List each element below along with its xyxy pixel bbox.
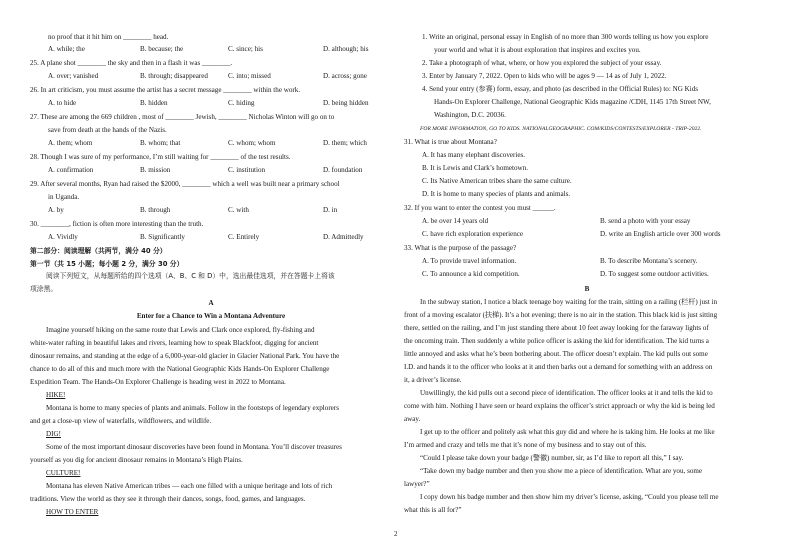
q25-stem: 25. A plane shot ________ the sky and then in a flash it was ________. <box>30 59 233 67</box>
q27-option-b: B. whom; that <box>140 139 181 147</box>
q31-option-a: A. It has many elephant discoveries. <box>422 151 526 159</box>
q30-option-b: B. Significantly <box>140 233 185 241</box>
passage-b-p1-line6: I.D. and hands it to the officer who looks at it and then barks out a demand for something with an address on <box>404 363 713 371</box>
passage-b-p2-line2: come with him. Nothing I have seen or heard explains the officer’s strict approach or why the kid is being led <box>404 402 715 410</box>
q27-option-c: C. whom; whom <box>228 139 276 147</box>
q24-option-c: C. since; his <box>228 45 263 53</box>
q27-stem-line1: 27. These are among the 669 children , most of ________ Jewish, ________ Nicholas Winton will go on to <box>30 113 335 121</box>
instructions-line2: 项涂黑。 <box>30 285 58 293</box>
q25-option-c: C. into; missed <box>228 72 271 80</box>
q30-option-c: C. Entirely <box>228 233 260 241</box>
q32-option-d: D. write an English article over 300 words <box>600 230 721 238</box>
q33-option-d: D. To suggest some outdoor activities. <box>600 270 709 278</box>
q24-option-a: A. while; the <box>48 45 85 53</box>
passage-a-title: Enter for a Chance to Win a Montana Adventure <box>136 312 286 320</box>
passage-b-p5-line2: lawyer?” <box>404 480 430 488</box>
culture-line2: traditions. View the world as they see it through their dances, songs, food, games, and languages. <box>30 495 306 503</box>
page-number: 2 <box>394 530 398 538</box>
passage-a-label: A <box>208 299 214 307</box>
q29-stem-line2: in Uganda. <box>48 193 80 201</box>
passage-b-label: B <box>584 285 590 293</box>
q33-stem: 33. What is the purpose of the passage? <box>404 244 517 252</box>
step4-line3: Washington, D.C. 20036. <box>434 111 506 119</box>
passage-b-p1-line2: front of a moving escalator (扶梯). It’s a hot evening; there is no air in the station. This black kid is just sitting <box>404 311 718 319</box>
passage-a-p1-line5: Expedition Team. The Hands-On Explorer Challenge is heading west in 2022 to Montana. <box>30 378 286 386</box>
step1-line2: your world and what it is about exploration that inspires and excites you. <box>434 46 641 54</box>
passage-a-p1-line4: chance to do all of this and much more with the National Geographic Kids Hands-On Explorer Challenge <box>30 365 330 373</box>
passage-a-p1-line1: Imagine yourself hiking on the same route that Lewis and Clark once explored, fly-fishing and <box>46 326 315 334</box>
passage-a-p1-line2: white-water rafting in beautiful lakes and rivers, learning how to speak Blackfoot, digging for ancient <box>30 339 319 347</box>
q29-option-a: A. by <box>48 206 64 214</box>
q32-stem: 32. If you want to enter the contest you must ______. <box>404 204 556 212</box>
q27-stem-line2: save from death at the hands of the Nazis. <box>48 126 167 134</box>
q30-option-d: D. Admittedly <box>323 233 364 241</box>
q31-stem: 31. What is true about Montana? <box>404 138 497 146</box>
passage-b-p1-line5: little annoyed and asks what he’s been bothering about. The officer doesn’t explain. The kid pulls out some <box>404 350 708 358</box>
passage-b-p3-line1: I get up to the officer and politely ask what this guy did and where he is taking him. He looks at me like <box>420 428 715 436</box>
culture-heading: CULTURE! <box>46 469 81 477</box>
part2-heading: 第二部分：阅读理解（共两节，满分 40 分） <box>30 247 167 255</box>
how-to-enter-heading: HOW TO ENTER <box>46 508 99 516</box>
q29-stem-line1: 29. After several months, Ryan had raised the $2000, ________ which a well was built near a primary school <box>30 180 340 188</box>
passage-b-p2-line3: away. <box>404 415 421 423</box>
culture-line1: Montana has eleven Native American tribes — each one filled with a unique heritage and lots of rich <box>46 482 333 490</box>
q25-option-d: D. across; gone <box>323 72 367 80</box>
step3: 3. Enter by January 7, 2022. Open to kids who will be ages 9 — 14 as of July 1, 2022. <box>422 72 667 80</box>
q33-option-a: A. To provide travel information. <box>422 257 517 265</box>
passage-b-p1-line3: there, settled on the railing, and I’m just standing there about 10 feet away looking for the faraway lights of <box>404 324 709 332</box>
q28-option-b: B. mission <box>140 166 171 174</box>
dig-heading: DIG! <box>46 430 61 438</box>
passage-b-p1-line7: it, a driver’s license. <box>404 376 462 384</box>
q25-option-b: B. through; disappeared <box>140 72 208 80</box>
q33-option-b: B. To describe Montana’s scenery. <box>600 257 698 265</box>
q26-option-a: A. to hide <box>48 99 77 107</box>
step4-line1: 4. Send your entry (参赛) form, essay, and photo (as described in the Official Rules) to: NG Kids <box>422 85 699 93</box>
q29-option-b: B. through <box>140 206 171 214</box>
q27-option-a: A. them; whom <box>48 139 93 147</box>
step2: 2. Take a photograph of what, where, or how you explored the subject of your essay. <box>422 59 662 67</box>
more-info-note: FOR MORE INFORMATION, GO TO KIDS. NATIONALGEOGRAPHIC. COM/KIDS/CONTESTS/EXPLORER - TRIP-2022. <box>420 126 702 132</box>
q30-option-a: A. Vividly <box>48 233 78 241</box>
hike-heading: HIKE! <box>46 391 66 399</box>
q29-option-c: C. with <box>228 206 249 214</box>
q32-option-a: A. be over 14 years old <box>422 217 489 225</box>
passage-b-p6-line1: I copy down his badge number and then show him my driver’s license, asking, “Could you please tell me <box>420 493 719 501</box>
q24-option-b: B. because; the <box>140 45 184 53</box>
q26-option-b: B. hidden <box>140 99 168 107</box>
passage-b-p1-line1: In the subway station, I notice a black teenage boy waiting for the train, sitting on a railing (栏杆) just in <box>420 298 718 306</box>
passage-b-p5-line1: “Take down my badge number and then you show me a piece of identification. What are you, some <box>420 467 703 475</box>
q31-option-b: B. It is Lewis and Clark’s hometown. <box>422 164 529 172</box>
q30-stem: 30. ________, fiction is often more interesting than the truth. <box>30 220 204 228</box>
q28-option-a: A. confirmation <box>48 166 94 174</box>
q24-stem-end: no proof that it hit him on ________ head. <box>48 33 169 41</box>
passage-b-p4: “Could I please take down your badge (警徽) number, sir, as I’d like to report all this,” I say. <box>420 454 684 462</box>
dig-line2: yourself as you dig for ancient dinosaur remains in Montana’s High Plains. <box>30 456 243 464</box>
hike-line1: Montana is home to many species of plants and animals. Follow in the footsteps of legendary explorers <box>46 404 339 412</box>
passage-b-p1-line4: the oncoming train. Then suddenly a white police officer is asking the kid for identification. The kid turns a <box>404 337 709 345</box>
q28-stem: 28. Though I was sure of my performance, I’m still waiting for ________ of the test results. <box>30 153 291 161</box>
q28-option-c: C. institution <box>228 166 266 174</box>
q33-option-c: C. To announce a kid competition. <box>422 270 520 278</box>
section1-heading: 第一节（共 15 小题；每小题 2 分，满分 30 分） <box>30 260 184 268</box>
q27-option-d: D. them; which <box>323 139 367 147</box>
q32-option-b: B. send a photo with your essay <box>600 217 691 225</box>
q26-stem: 26. In art criticism, you must assume the artist has a secret message ________ within the work. <box>30 86 301 94</box>
step4-line2: Hands-On Explorer Challenge, National Geographic Kids magazine /CDH, 1145 17th Street NW, <box>434 98 711 106</box>
dig-line1: Some of the most important dinosaur discoveries have been found in Montana. You’ll discover treasures <box>46 443 342 451</box>
q26-option-d: D. being hidden <box>323 99 369 107</box>
hike-line2: and get a close-up view of waterfalls, wildflowers, and wildlife. <box>30 417 212 425</box>
q24-option-d: D. although; his <box>323 45 369 53</box>
q29-option-d: D. in <box>323 206 338 214</box>
q28-option-d: D. foundation <box>323 166 363 174</box>
q31-option-c: C. Its Native American tribes share the same culture. <box>422 177 572 185</box>
q26-option-c: C. hiding <box>228 99 255 107</box>
q31-option-d: D. It is home to many species of plants and animals. <box>422 190 571 198</box>
passage-b-p3-line2: I’m armed and crazy and tells me that it’s none of my business and to stay out of this. <box>404 441 647 449</box>
passage-a-p1-line3: dinosaur remains, and standing at the edge of a 6,000-year-old glacier in Glacier National Park. You have the <box>30 352 340 360</box>
instructions-line1: 阅读下列短文，从每题所给的四个选项（A、B、C 和 D）中，选出最佳选项，并在答题卡上将该 <box>46 272 335 280</box>
passage-b-p2-line1: Unwillingly, the kid pulls out a second piece of identification. The officer looks at it and tells the kid to <box>420 389 713 397</box>
step1-line1: 1. Write an original, personal essay in English of no more than 300 words telling us how you explore <box>422 33 709 41</box>
passage-b-p6-line2: what this is all for?” <box>404 506 462 514</box>
q25-option-a: A. over; vanished <box>48 72 99 80</box>
q32-option-c: C. have rich exploration experience <box>422 230 524 238</box>
